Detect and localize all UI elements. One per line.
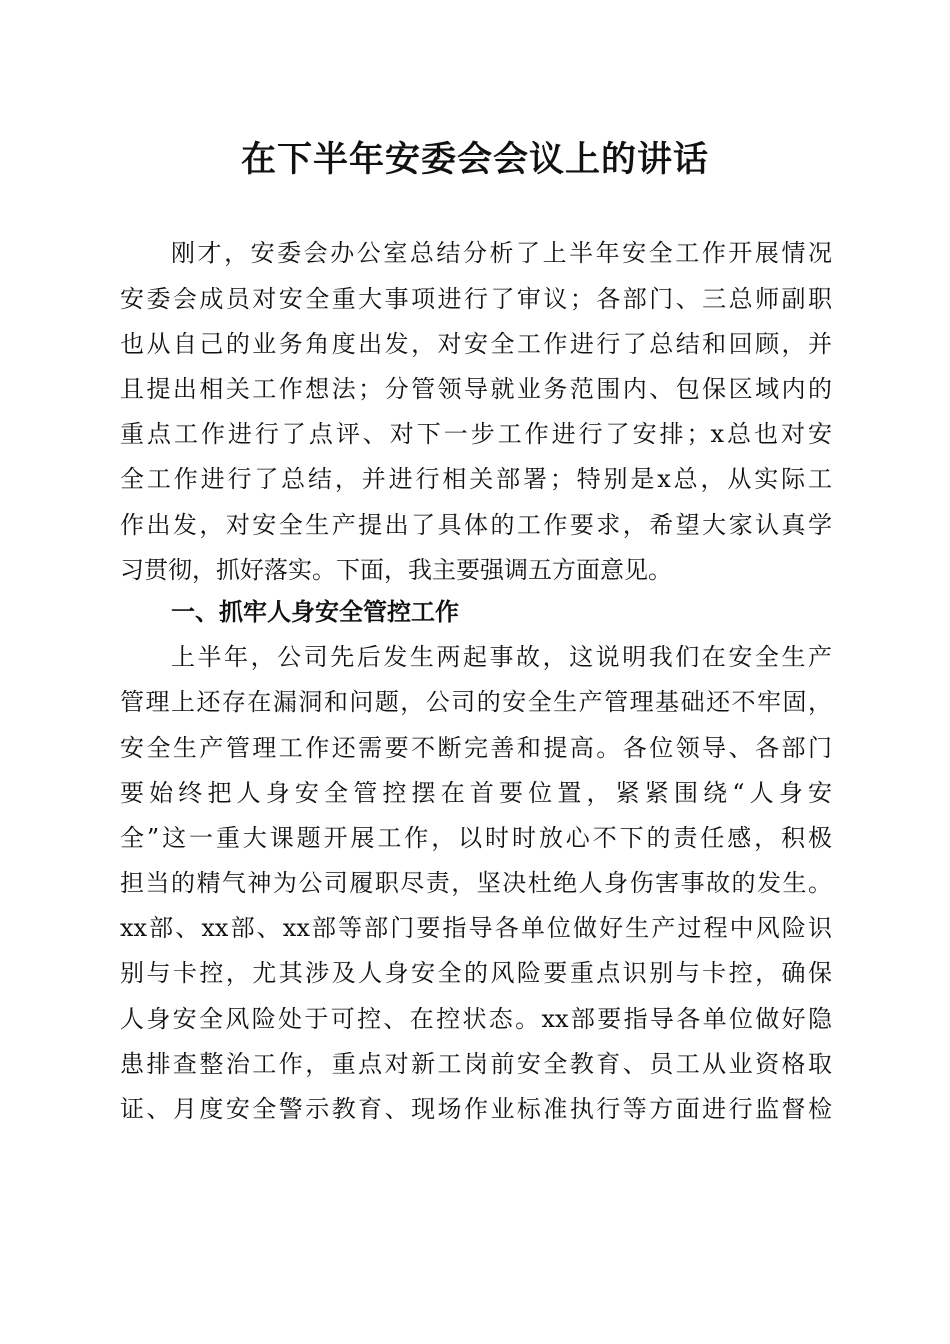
text-line: 刚才，安委会办公室总结分析了上半年安全工作开展情况 (171, 239, 832, 267)
text-line: 管理上还存在漏洞和问题，公司的安全生产管理基础还不牢固， (120, 688, 832, 716)
text-line: 安全生产管理工作还需要不断完善和提高。各位领导、各部门 (120, 734, 832, 762)
text-line: 患排查整治工作，重点对新工岗前安全教育、员工从业资格取 (120, 1050, 832, 1078)
document-title: 在下半年安委会会议上的讲话 (240, 139, 709, 180)
text-line: 全”这一重大课题开展工作，以时时放心不下的责任感，积极 (120, 824, 832, 852)
text-line: 习贯彻，抓好落实。下面，我主要强调五方面意见。 (120, 556, 672, 584)
text-line: 全工作进行了总结，并进行相关部署；特别是x总，从实际工 (120, 465, 832, 493)
text-line: xx部、xx部、xx部等部门要指导各单位做好生产过程中风险识 (120, 914, 832, 942)
section-heading: 一、抓牢人身安全管控工作 (171, 598, 459, 626)
text-line: 安委会成员对安全重大事项进行了审议；各部门、三总师副职 (120, 285, 832, 313)
text-line: 也从自己的业务角度出发，对安全工作进行了总结和回顾，并 (120, 330, 832, 358)
text-line: 重点工作进行了点评、对下一步工作进行了安排；x总也对安 (120, 420, 832, 448)
text-line: 人身安全风险处于可控、在控状态。xx部要指导各单位做好隐 (120, 1005, 832, 1033)
text-line: 且提出相关工作想法；分管领导就业务范围内、包保区域内的 (120, 375, 832, 403)
text-line: 要始终把人身安全管控摆在首要位置，紧紧围绕“人身安 (120, 779, 832, 807)
text-line: 作出发，对安全生产提出了具体的工作要求，希望大家认真学 (120, 511, 832, 539)
text-line: 别与卡控，尤其涉及人身安全的风险要重点识别与卡控，确保 (120, 959, 832, 987)
text-line: 证、月度安全警示教育、现场作业标准执行等方面进行监督检 (120, 1095, 832, 1123)
text-line: 上半年，公司先后发生两起事故，这说明我们在安全生产 (171, 643, 832, 671)
text-line: 担当的精气神为公司履职尽责，坚决杜绝人身伤害事故的发生。 (120, 869, 832, 897)
